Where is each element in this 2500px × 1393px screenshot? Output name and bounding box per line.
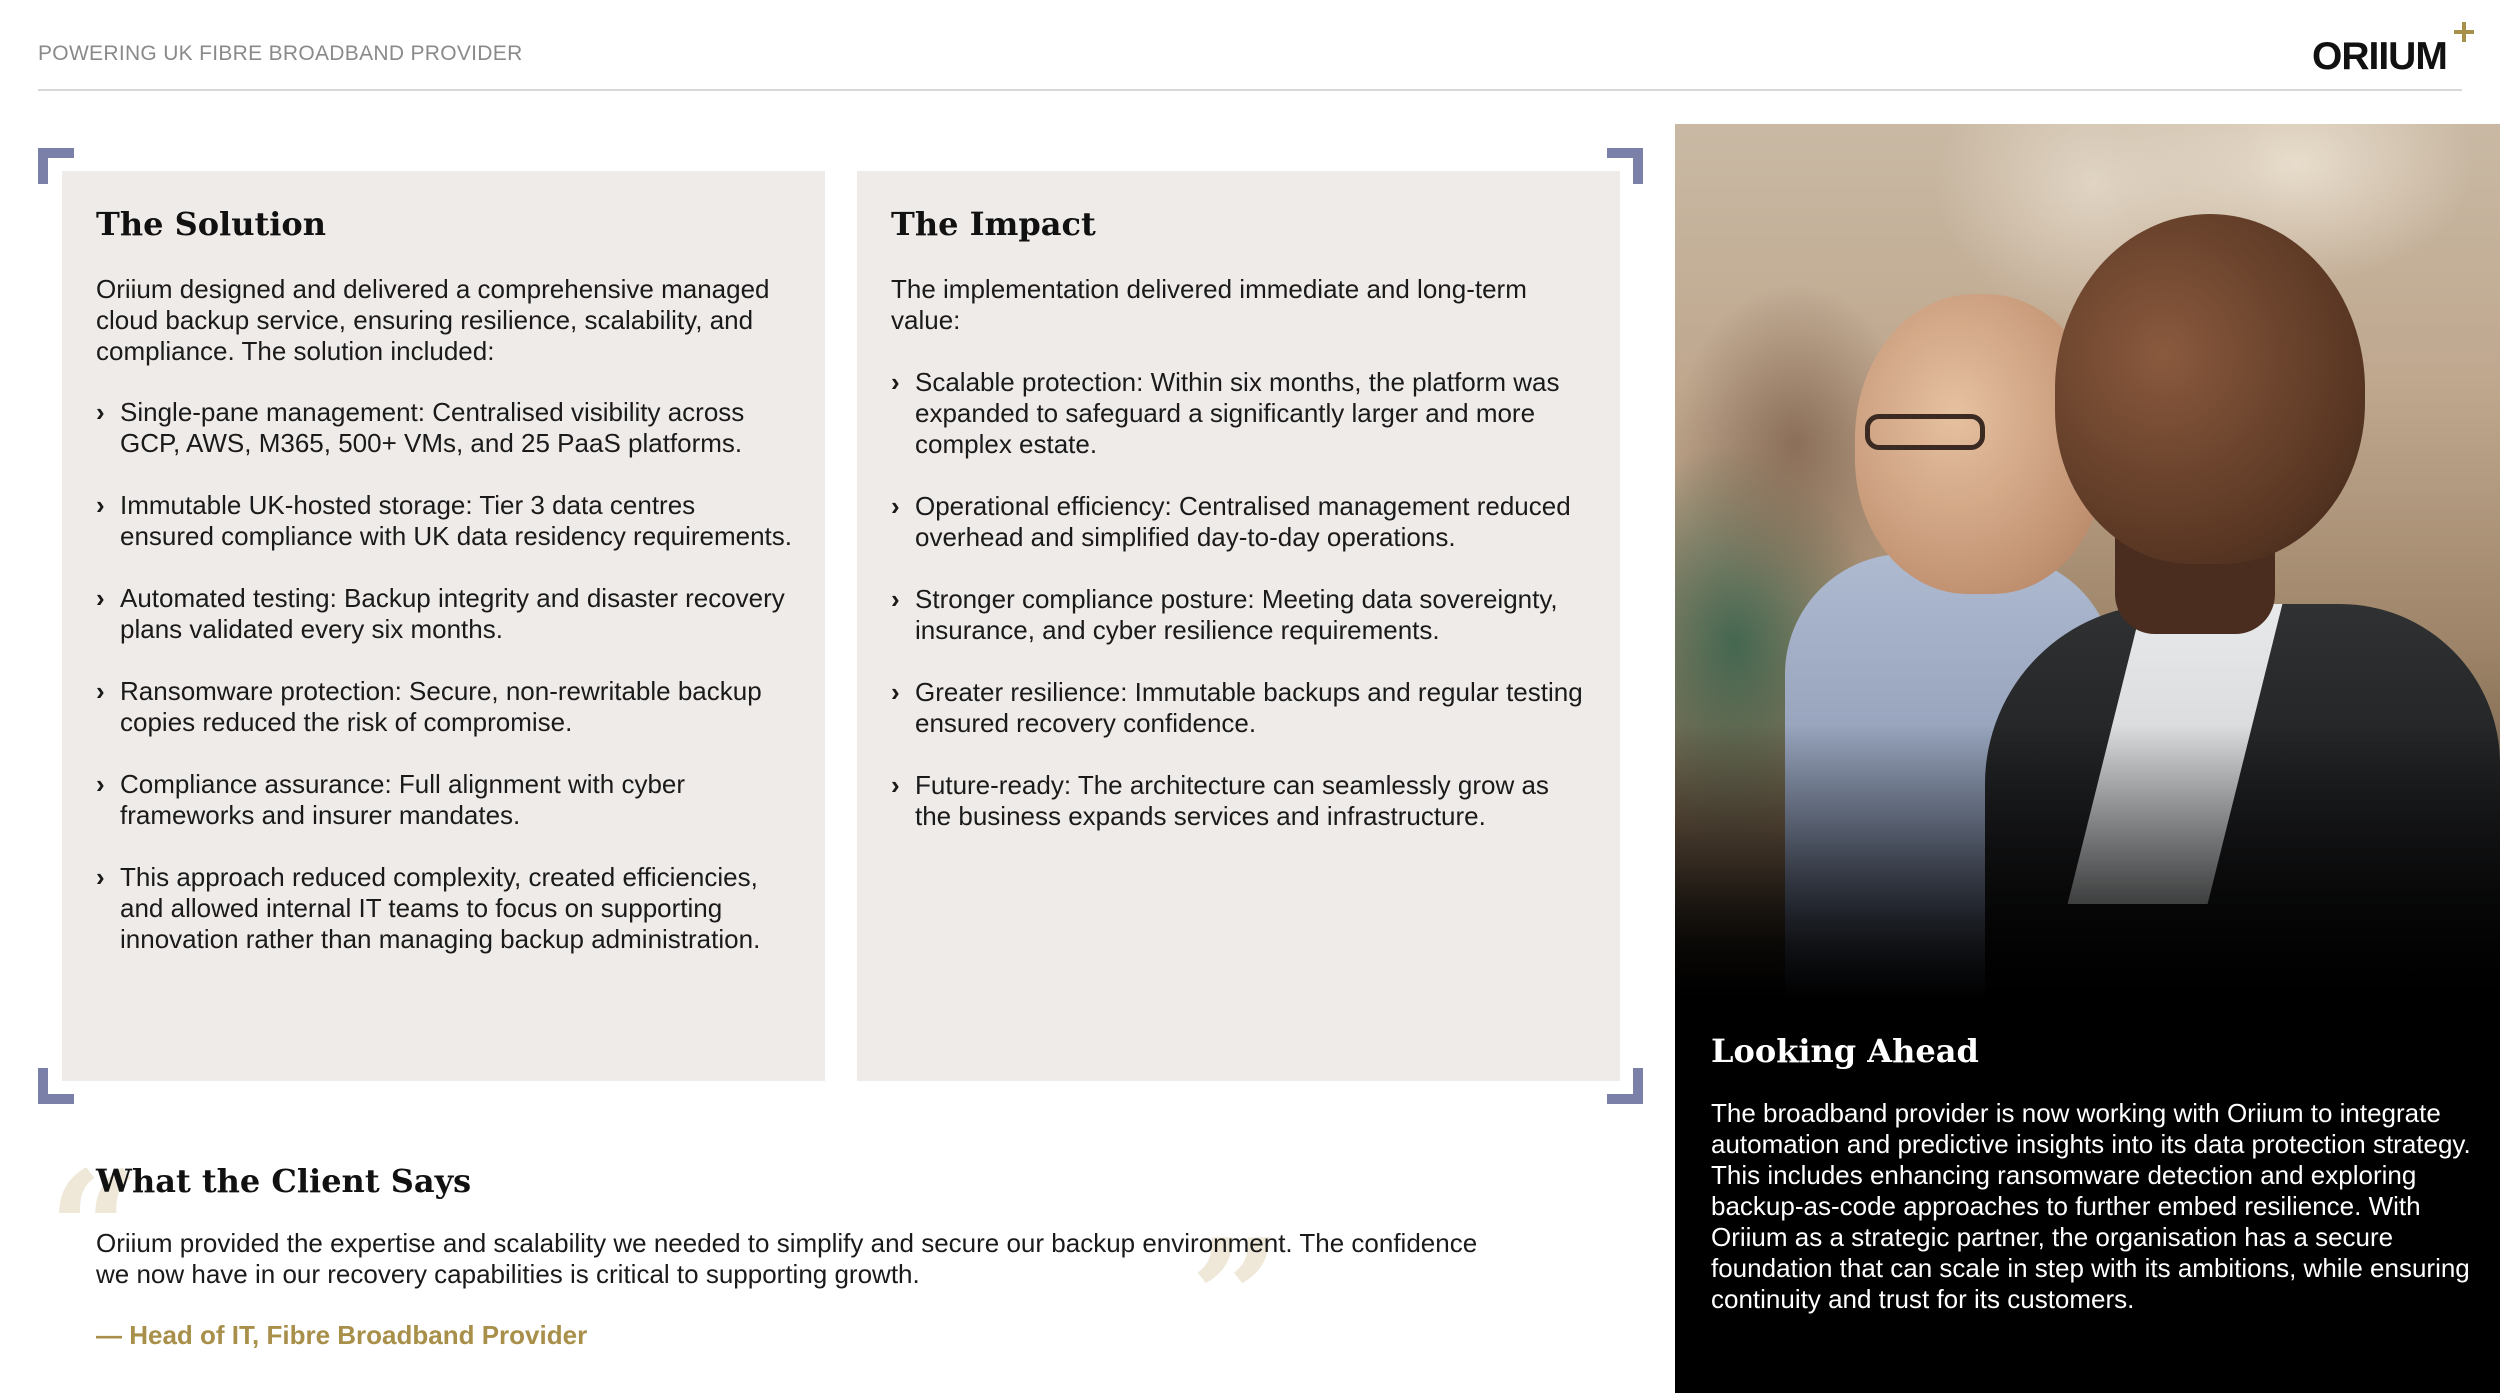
chevron-right-icon: › [96,490,105,520]
looking-ahead-title: Looking Ahead [1711,1032,1979,1070]
photo-person-left-glasses [1865,414,1985,450]
quote-open-icon: “ [48,1136,141,1324]
chevron-right-icon: › [891,491,900,521]
solution-item [96,676,796,738]
impact-item [891,770,1591,832]
solution-item [96,490,796,552]
logo-text: ORIIUM [2312,35,2447,78]
quote-close-icon: ” [1190,1204,1283,1392]
looking-ahead-block [1675,1000,2500,1393]
solution-panel [62,171,825,1081]
solution-item-text: Single-pane management: Centralised visibility across GCP, AWS, M365, 500+ VMs, and 25 PaaS platforms. [120,397,745,458]
solution-title: The Solution [96,205,326,243]
header-divider [38,89,2462,91]
impact-item [891,677,1591,739]
chevron-right-icon: › [891,367,900,397]
header-tagline: POWERING UK FIBRE BROADBAND PROVIDER [38,42,523,65]
impact-item [891,367,1591,460]
chevron-right-icon: › [96,397,105,427]
photo-fade [1675,724,2500,1000]
impact-item-text: Operational efficiency: Centralised management reduced overhead and simplified day-to-day operations. [915,491,1571,552]
solution-item-text: Immutable UK-hosted storage: Tier 3 data centres ensured compliance with UK data residency requirements. [120,490,793,551]
chevron-right-icon: › [891,677,900,707]
solution-item [96,862,796,955]
impact-item [891,491,1591,553]
oriium-logo [2312,32,2472,82]
solution-item [96,583,796,645]
chevron-right-icon: › [891,770,900,800]
solution-item-text: This approach reduced complexity, created efficiencies, and allowed internal IT teams to focus on supporting innovation rather than managing backup administration. [120,862,761,954]
client-quote: Oriium provided the expertise and scalability we needed to simplify and secure our backup environment. The confidence we now have in our recovery capabilities is critical to supporting growth. [96,1228,1478,1289]
solution-list [96,397,796,986]
solution-item-text: Ransomware protection: Secure, non-rewritable backup copies reduced the risk of compromise. [120,676,762,737]
impact-panel [857,171,1620,1081]
client-title: What the Client Says [96,1162,472,1200]
solution-item [96,769,796,831]
looking-ahead-text: The broadband provider is now working with Oriium to integrate automation and predictive insights into its data protection strategy. This includes enhancing ransomware detection and exploring backup-as-code approaches to further embed resilience. With Oriium as a strategic partner, the organisation has a secure foundation that can scale in step with its ambitions, while ensuring continuity and trust for its customers. [1711,1098,2471,1314]
logo-plus-icon [2454,22,2474,42]
chevron-right-icon: › [96,583,105,613]
solution-item [96,397,796,459]
chevron-right-icon: › [96,769,105,799]
audience-photo [1675,124,2500,1000]
chevron-right-icon: › [891,584,900,614]
solution-item-text: Compliance assurance: Full alignment with cyber frameworks and insurer mandates. [120,769,686,830]
impact-item-text: Greater resilience: Immutable backups and regular testing ensured recovery confidence. [915,677,1583,738]
impact-title: The Impact [891,205,1096,243]
impact-item-text: Future-ready: The architecture can seamlessly grow as the business expands services and infrastructure. [915,770,1549,831]
impact-intro: The implementation delivered immediate and long-term value: [891,274,1527,335]
impact-item-text: Stronger compliance posture: Meeting data sovereignty, insurance, and cyber resilience requirements. [915,584,1558,645]
solution-intro: Oriium designed and delivered a comprehensive managed cloud backup service, ensuring resilience, scalability, and compliance. The solution included: [96,274,770,366]
solution-item-text: Automated testing: Backup integrity and disaster recovery plans validated every six months. [120,583,785,644]
impact-item [891,584,1591,646]
photo-person-right-head [2055,214,2365,564]
impact-item-text: Scalable protection: Within six months, the platform was expanded to safeguard a significantly larger and more complex estate. [915,367,1560,459]
chevron-right-icon: › [96,676,105,706]
impact-list [891,367,1591,863]
chevron-right-icon: › [96,862,105,892]
client-attribution: — Head of IT, Fibre Broadband Provider [96,1320,588,1350]
